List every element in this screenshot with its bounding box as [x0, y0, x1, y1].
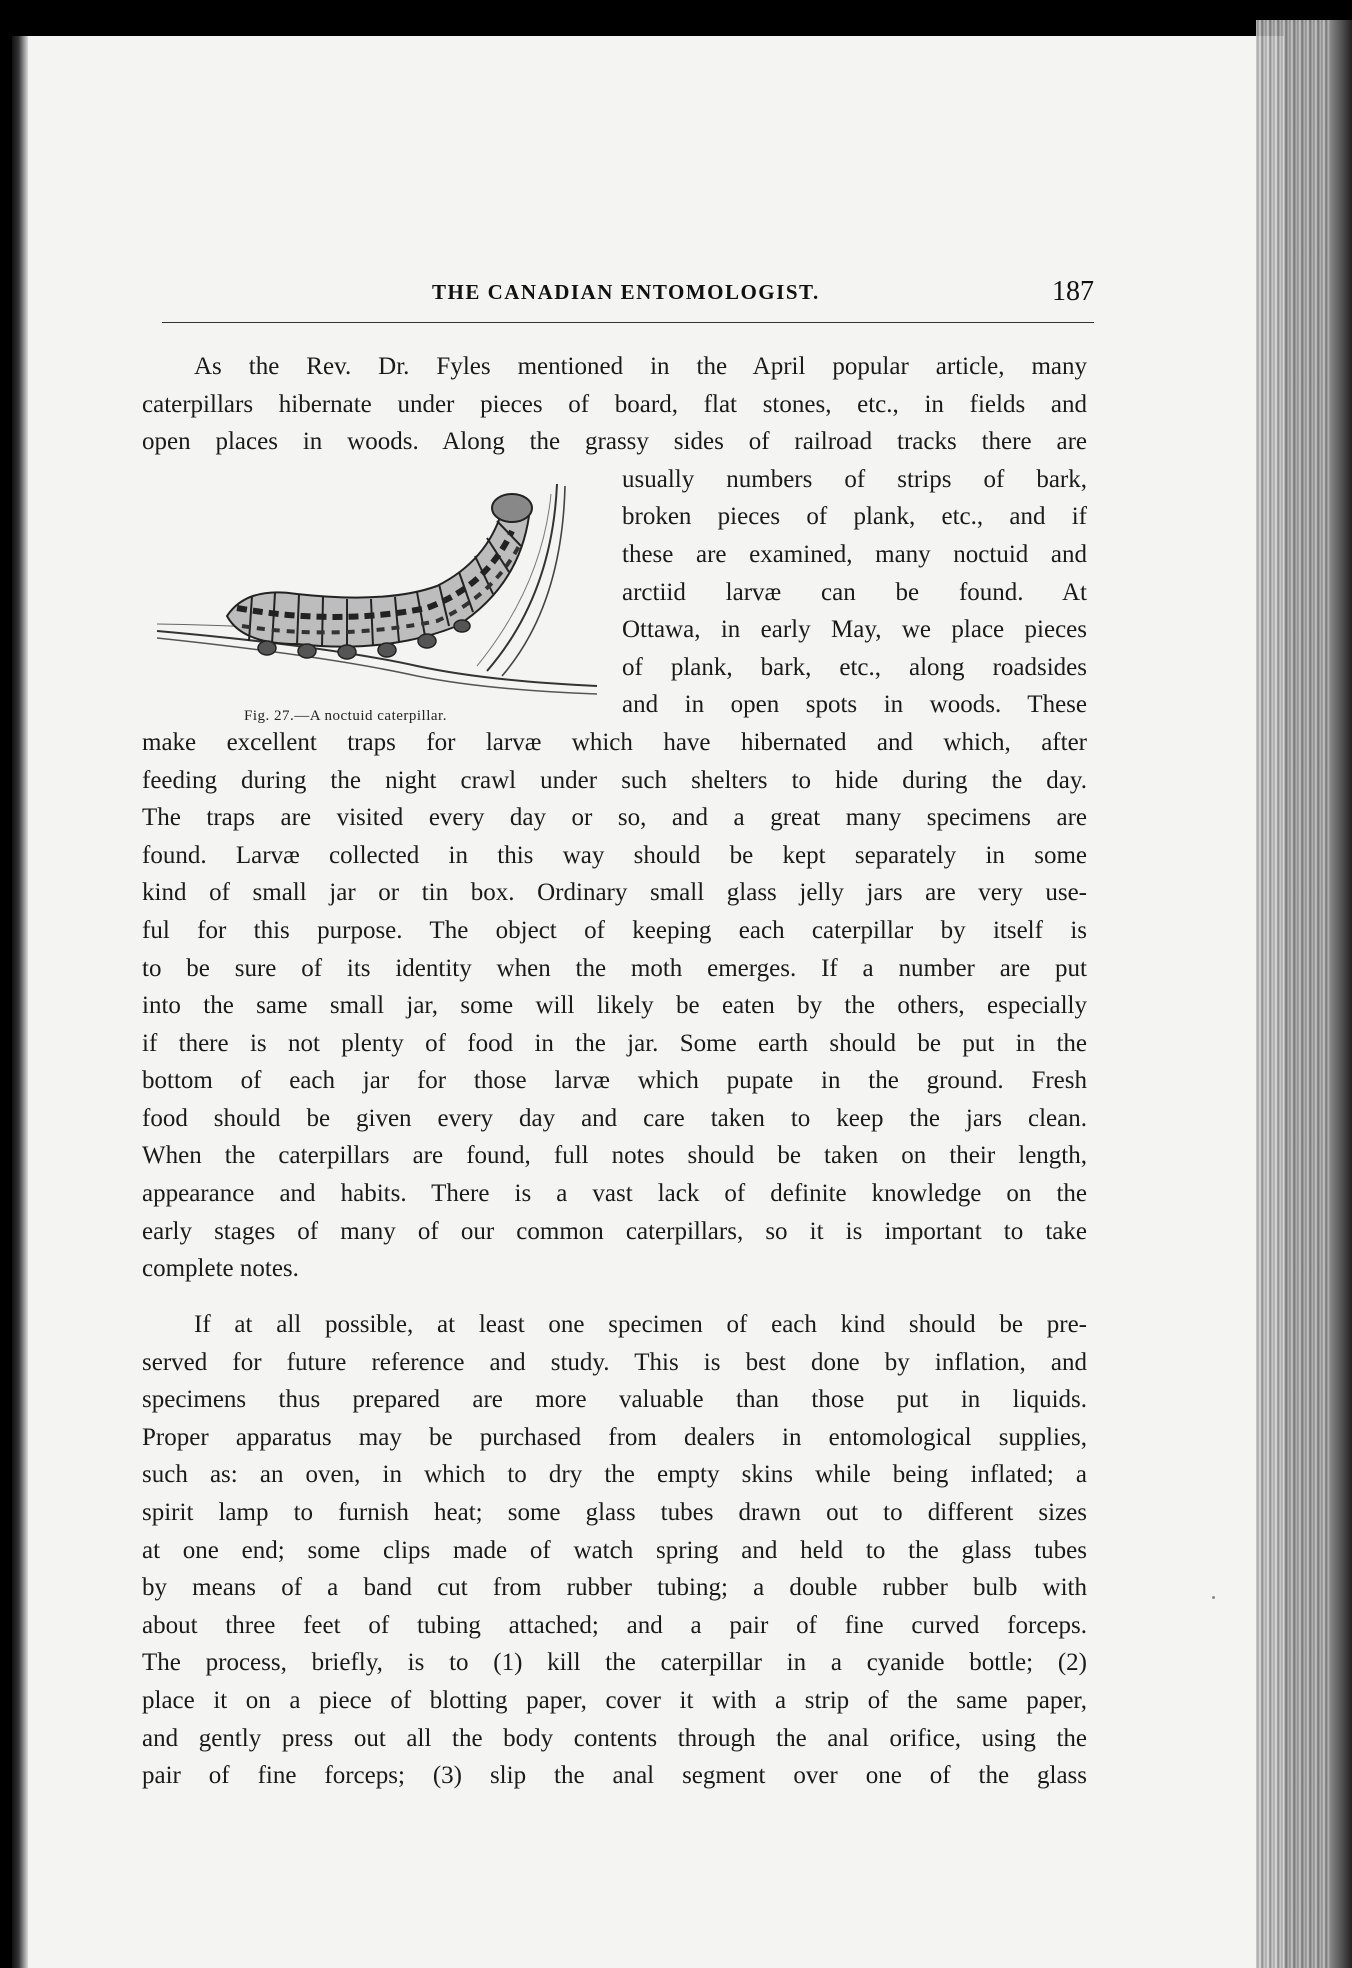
- running-title: THE CANADIAN ENTOMOLOGIST.: [432, 280, 820, 304]
- paper-speck: [1212, 1596, 1215, 1599]
- text-line: these are examined, many noctuid and: [622, 540, 1087, 568]
- text-line: into the same small jar, some will likely be eaten by the others, especially: [142, 992, 1087, 1020]
- text-line: such as: an oven, in which to dry the empty skins while being inflated; a: [142, 1461, 1087, 1489]
- text-line: specimens thus prepared are more valuable than those put in liquids.: [142, 1386, 1087, 1414]
- text-line: at one end; some clips made of watch spring and held to the glass tubes: [142, 1536, 1087, 1564]
- text-line: early stages of many of our common caterpillars, so it is important to take: [142, 1217, 1087, 1245]
- paragraph-2: [142, 1306, 1087, 1795]
- text-line: bottom of each jar for those larvæ which pupate in the ground. Fresh: [142, 1067, 1087, 1095]
- text-line: The process, briefly, is to (1) kill the caterpillar in a cyanide bottle; (2): [142, 1649, 1087, 1677]
- text-line: appearance and habits. There is a vast lack of definite knowledge on the: [142, 1180, 1087, 1208]
- page-header: [162, 276, 1094, 312]
- book-page: [12, 36, 1284, 1968]
- text-line: feeding during the night crawl under such shelters to hide during the day.: [142, 766, 1087, 794]
- figure-caption: Fig. 27.—A noctuid caterpillar.: [244, 708, 447, 724]
- book-spine: [12, 36, 28, 1968]
- text-line: make excellent traps for larvæ which have hibernated and which, after: [142, 728, 1087, 756]
- text-line: if there is not plenty of food in the jar. Some earth should be put in the: [142, 1029, 1087, 1057]
- text-line: The traps are visited every day or so, and a great many specimens are: [142, 804, 1087, 832]
- text-line: When the caterpillars are found, full notes should be taken on their length,: [142, 1142, 1087, 1170]
- paragraph-1: [142, 348, 1087, 1288]
- text-line: arctiid larvæ can be found. At: [622, 578, 1087, 606]
- text-line: Proper apparatus may be purchased from dealers in entomological supplies,: [142, 1423, 1087, 1451]
- text-line: If at all possible, at least one specimen of each kind should be pre-: [194, 1311, 1087, 1338]
- text-line: served for future reference and study. This is best done by inflation, and: [142, 1348, 1087, 1376]
- text-line: place it on a piece of blotting paper, cover it with a strip of the same paper,: [142, 1686, 1087, 1714]
- text-line: open places in woods. Along the grassy sides of railroad tracks there are: [142, 428, 1087, 456]
- text-line: spirit lamp to furnish heat; some glass tubes drawn out to different sizes: [142, 1498, 1087, 1526]
- text-line: and in open spots in woods. These: [622, 691, 1087, 719]
- text-line: ful for this purpose. The object of keeping each caterpillar by itself is: [142, 916, 1087, 944]
- text-line: broken pieces of plank, etc., and if: [622, 503, 1087, 531]
- text-line: found. Larvæ collected in this way should be kept separately in some: [142, 841, 1087, 869]
- text-line: of plank, bark, etc., along roadsides: [622, 653, 1087, 681]
- text-line: kind of small jar or tin box. Ordinary small glass jelly jars are very use-: [142, 879, 1087, 907]
- text-line: Ottawa, in early May, we place pieces: [622, 616, 1087, 644]
- book-fore-edge-shadow: [1330, 20, 1352, 1968]
- header-rule: [162, 322, 1094, 323]
- text-line: complete notes.: [142, 1255, 299, 1283]
- text-line: to be sure of its identity when the moth emerges. If a number are put: [142, 954, 1087, 982]
- text-line: caterpillars hibernate under pieces of board, flat stones, etc., in fields and: [142, 390, 1087, 418]
- page-number: 187: [1052, 276, 1094, 307]
- text-line: by means of a band cut from rubber tubing; a double rubber bulb with: [142, 1574, 1087, 1602]
- text-line: pair of fine forceps; (3) slip the anal segment over one of the glass: [142, 1762, 1087, 1790]
- text-line: and gently press out all the body contents through the anal orifice, using the: [142, 1724, 1087, 1752]
- text-line: about three feet of tubing attached; and a pair of fine curved forceps.: [142, 1611, 1087, 1639]
- text-line: food should be given every day and care taken to keep the jars clean.: [142, 1104, 1087, 1132]
- text-line: As the Rev. Dr. Fyles mentioned in the April popular article, many: [194, 353, 1087, 380]
- text-line: usually numbers of strips of bark,: [622, 465, 1087, 493]
